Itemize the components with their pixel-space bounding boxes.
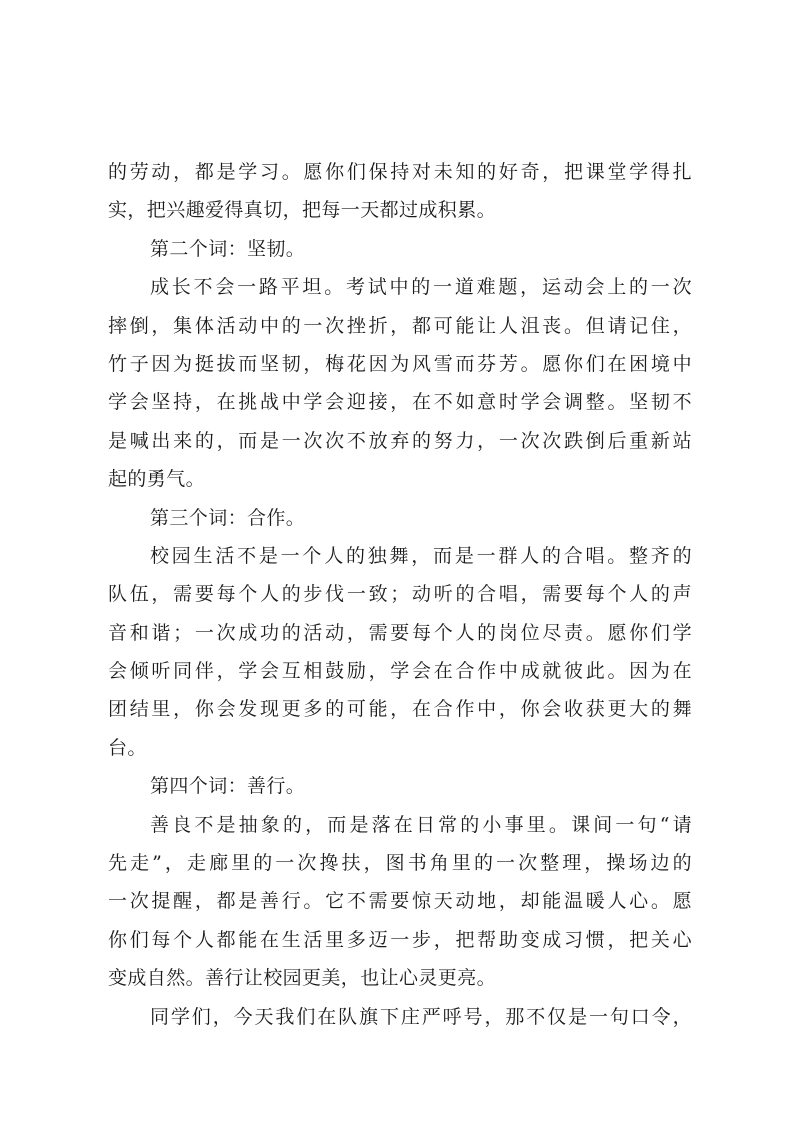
text-line: 是喊出来的，而是一次次不放弃的努力，一次次跌倒后重新站 xyxy=(108,429,692,452)
text-line: 善良不是抽象的，而是落在日常的小事里。课间一句“请 xyxy=(150,813,692,836)
text-line: 竹子因为挺拔而坚韧，梅花因为风雪而芬芳。愿你们在困境中 xyxy=(108,352,692,375)
text-line: 校园生活不是一个人的独舞，而是一群人的合唱。整齐的 xyxy=(150,544,692,567)
text-line: 变成自然。善行让校园更美，也让心灵更亮。 xyxy=(108,967,497,990)
section-heading-cooperation: 第三个词：合作。 xyxy=(150,506,306,529)
text-line: 摔倒，集体活动中的一次挫折，都可能让人沮丧。但请记住， xyxy=(108,314,692,337)
section-heading-perseverance: 第二个词：坚韧。 xyxy=(150,237,306,260)
text-line: 你们每个人都能在生活里多迈一步，把帮助变成习惯，把关心 xyxy=(108,928,692,951)
text-line: 会倾听同伴，学会互相鼓励，学会在合作中成就彼此。因为在 xyxy=(108,660,692,683)
text-line: 音和谐；一次成功的活动，需要每个人的岗位尽责。愿你们学 xyxy=(108,621,692,644)
section-heading-kindness: 第四个词：善行。 xyxy=(150,775,306,798)
text-line: 的劳动，都是学习。愿你们保持对未知的好奇，把课堂学得扎 xyxy=(108,161,692,183)
text-line: 团结里，你会发现更多的可能，在合作中，你会收获更大的舞 xyxy=(108,698,692,721)
text-line: 先走”，走廊里的一次搀扶，图书角里的一次整理，操场边的 xyxy=(108,852,692,875)
text-line: 台。 xyxy=(108,736,147,759)
text-line: 实，把兴趣爱得真切，把每一天都过成积累。 xyxy=(108,199,497,222)
text-line: 队伍，需要每个人的步伐一致；动听的合唱，需要每个人的声 xyxy=(108,583,692,606)
text-line: 一次提醒，都是善行。它不需要惊天动地，却能温暖人心。愿 xyxy=(108,890,692,913)
text-line: 起的勇气。 xyxy=(108,468,206,491)
text-line: 同学们，今天我们在队旗下庄严呼号，那不仅是一句口令， xyxy=(150,1005,692,1028)
text-line: 成长不会一路平坦。考试中的一道难题，运动会上的一次 xyxy=(150,276,692,299)
text-line: 学会坚持，在挑战中学会迎接，在不如意时学会调整。坚韧不 xyxy=(108,391,692,414)
document-body xyxy=(108,153,692,1036)
